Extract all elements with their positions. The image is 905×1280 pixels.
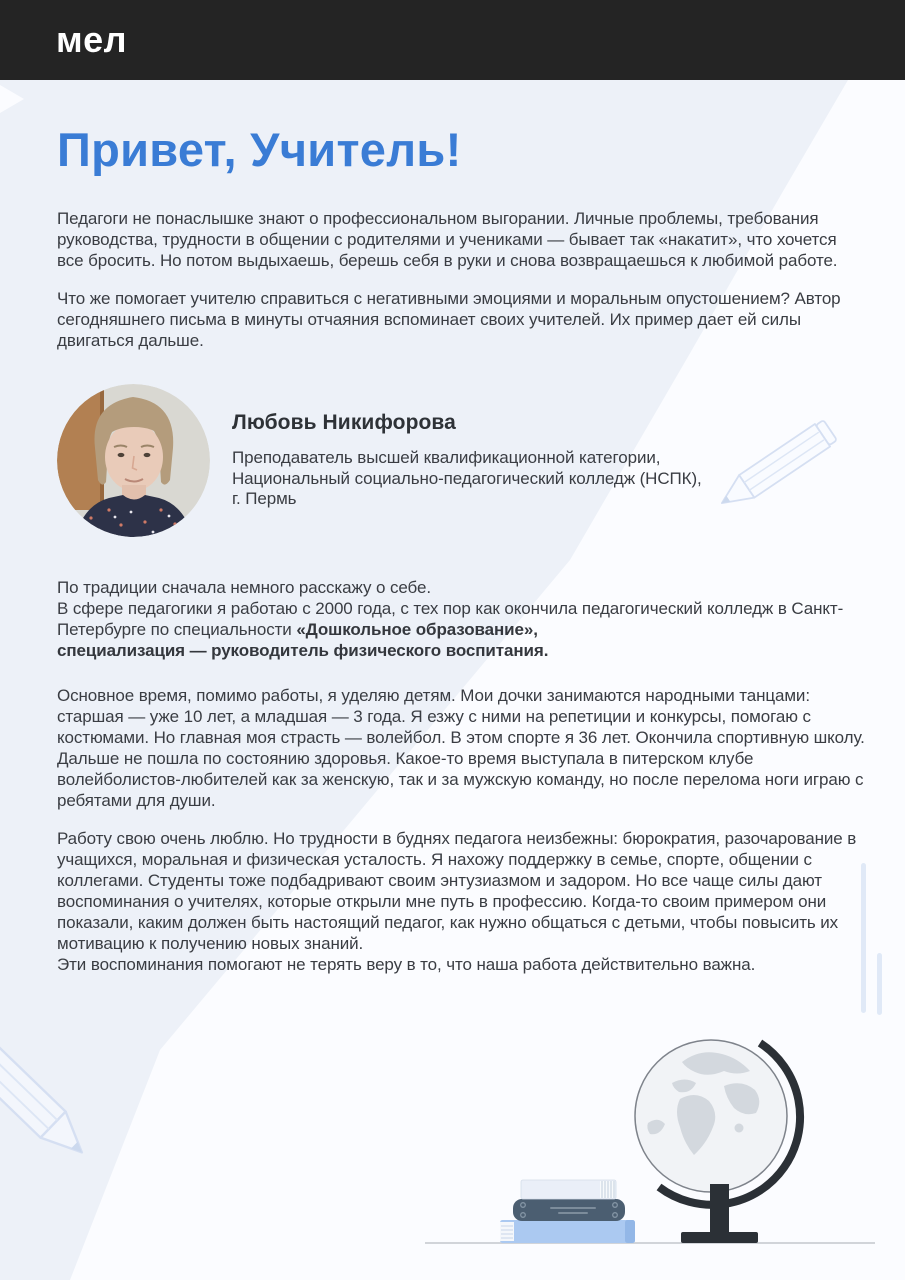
header bbox=[0, 0, 905, 80]
intro-paragraph-1: Педагоги не понаслышке знают о профессиональном выгорании. Личные проблемы, требования руководства, трудности в общении с родителями и учениками — бывает так «накатит», что хочется все бросить. Но потом выдыхаешь, берешь себя в руки и снова возвращаешься к любимой работе. bbox=[57, 209, 838, 271]
pencil-icon bbox=[0, 1006, 118, 1189]
background-corner-wedge bbox=[0, 85, 24, 113]
body-paragraph-1: По традиции сначала немного расскажу о себе. В сфере педагогики я работаю с 2000 года, с тех пор как окончила педагогический колледж в Санкт-Петербурге по специальности «Дошкольное образование», специализация — руководитель физического воспитания. bbox=[57, 578, 844, 661]
author-card bbox=[57, 384, 867, 537]
intro-paragraph-2: Что же помогает учителю справиться с негативными эмоциями и моральным опустошением? Автор сегодняшнего письма в минуты отчаяния вспоминает своих учителей. Их пример дает ей силы двигаться дальше. bbox=[57, 289, 841, 351]
author-name: Любовь Никифорова bbox=[232, 411, 456, 435]
author-info bbox=[232, 384, 714, 537]
body-paragraph-2: Основное время, помимо работы, я уделяю детям. Мои дочки занимаются народными танцами: старшая — уже 10 лет, а младшая — 3 года. Я езжу с ними на репетиции и конкурсы, помогаю с костюмами. Но главная моя страсть — волейбол. В этом спорте я 36 лет. Окончила спортивную школу. Дальше не пошла по состоянию здоровья. Какое-то время выступала в питерском клубе волейболистов-любителей как за женскую, так и за мужскую команду, но после перелома ноги играю с ребятами для души. bbox=[57, 686, 865, 811]
books-icon bbox=[490, 1172, 650, 1247]
article bbox=[0, 122, 905, 975]
page-title: Привет, Учитель! bbox=[57, 123, 462, 176]
body-paragraph-3: Работу свою очень люблю. Но трудности в буднях педагога неизбежны: бюрократия, разочарование в учащихся, моральная и физическая усталость. Я нахожу поддержку в семье, спорте, общении с коллегами. Студенты тоже подбадривают своим энтузиазмом и задором. Но все чаще силы дают воспоминания о учителях, которые открыли мне путь в профессию. Когда-то своим примером они показали, каким должен быть настоящий педагог, как нужно общаться с детьми, чтобы повысить их мотивацию к получению новых знаний. Эти воспоминания помогают не терять веру в то, что наша работа действительно важна. bbox=[57, 829, 857, 975]
author-photo-illustration bbox=[57, 384, 210, 537]
author-role: Преподаватель высшей квалификационной категории, Национальный социально-педагогический колледж (НСПК), г. Пермь bbox=[232, 448, 702, 509]
mel-logo[interactable]: мел bbox=[56, 19, 128, 60]
author-photo bbox=[57, 384, 210, 537]
